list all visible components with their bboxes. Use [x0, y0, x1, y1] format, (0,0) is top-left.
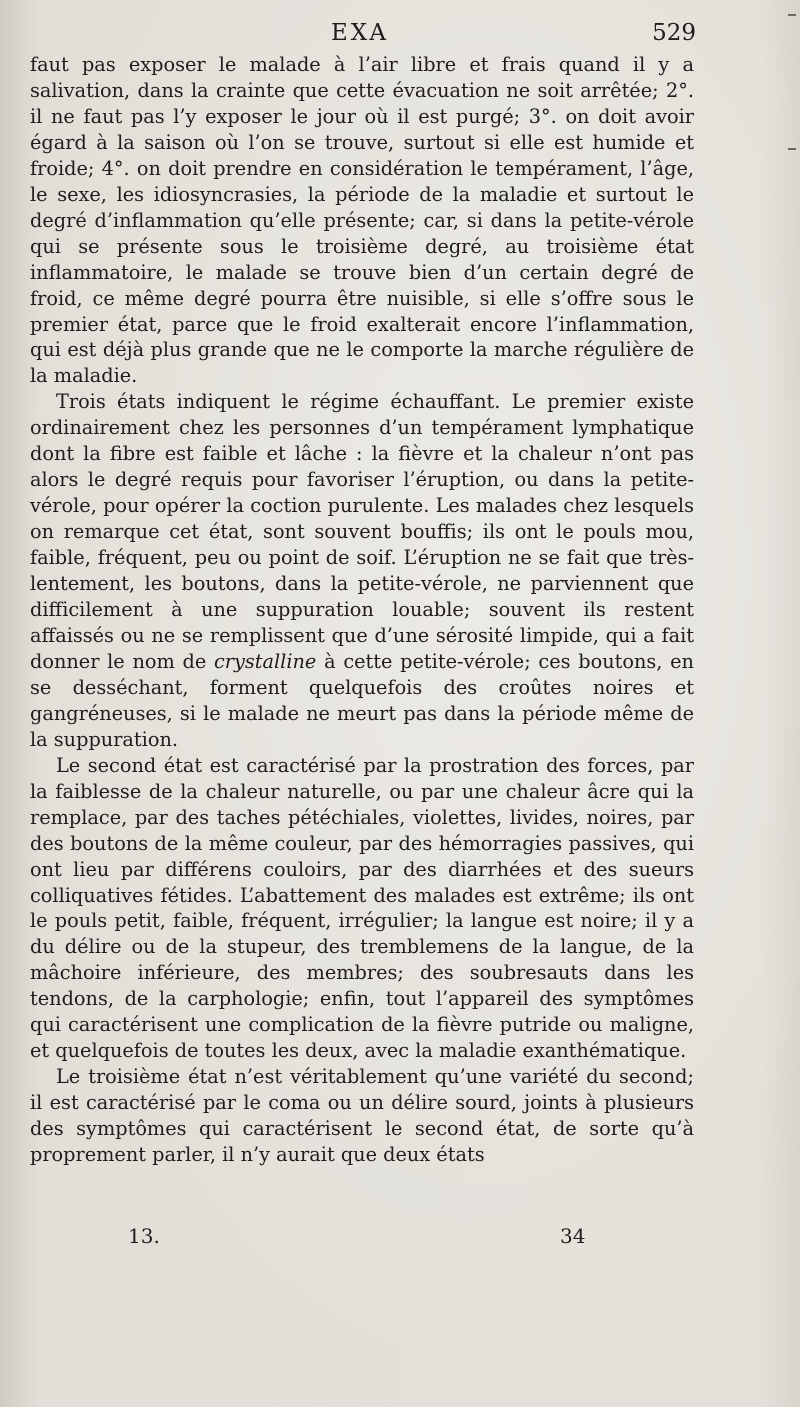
signature-mark: 13.: [128, 1224, 160, 1248]
running-head: [0, 18, 800, 52]
text-body: [30, 52, 694, 1168]
paragraph-2: [30, 389, 694, 752]
paragraph-3: Le second état est caractérisé par la prostration des forces, par la faiblesse de la chaleur naturelle, ou par une chaleur âcre qui la remplace, par des taches pétéchiales, violettes, livides, noires, par des boutons de la même couleur, par des hémorragies passives, qui ont lieu par différens couloirs, par des diarrhées et des sueurs colliquatives fétides. L’abattement des malades est extrême; ils ont le pouls petit, faible, fréquent, irrégulier; la langue est noire; il y a du délire ou de la stupeur, des tremblemens de la langue, de la mâchoire inférieure, des membres; des soubresauts dans les tendons, de la carphologie; enfin, tout l’appareil des symptômes qui caractérisent une complication de la fièvre putride ou maligne, et quelquefois de toutes les deux, avec la maladie exanthématique.: [30, 753, 694, 1063]
page-number: 529: [652, 20, 696, 46]
paragraph-4: Le troisième état n’est véritablement qu’une variété du second; il est caractérisé par le coma ou un délire sourd, joints à plusieurs des symptômes qui caractérisent le second état, de sorte qu’à proprement parler, il n’y aurait que deux états: [30, 1065, 694, 1167]
gathering-number: 34: [560, 1224, 586, 1248]
edge-mark: [788, 14, 796, 16]
page-footer: [0, 1224, 800, 1254]
edge-mark: [788, 148, 796, 150]
running-title: EXA: [331, 20, 389, 46]
paragraph-1: faut pas exposer le malade à l’air libre et frais quand il y a salivation, dans la crainte que cette évacuation ne soit arrêtée; 2°. il ne faut pas l’y exposer le jour où il est purgé; 3°. on doit avoir égard à la saison où l’on se trouve, surtout si elle est humide et froide; 4°. on doit prendre en considération le tempérament, l’âge, le sexe, les idiosyncrasies, la période de la maladie et surtout le degré d’inflammation qu’elle présente; car, si dans la petite-vérole qui se présente sous le troisième degré, au troisième état inflammatoire, le malade se trouve bien d’un certain degré de froid, ce même degré pourra être nuisible, si elle s’offre sous le premier état, parce que le froid exalterait encore l’inflammation, qui est déjà plus grande que ne le comporte la marche régulière de la maladie.: [30, 53, 694, 388]
paragraph-2-italic-term: crystalline: [213, 649, 317, 673]
paragraph-2-text-b: à cette petite-vérole; ces boutons, en se desséchant, forment quelquefois des croûtes noires et gangréneuses, si le malade ne meurt pas dans la période même de la suppuration.: [30, 649, 694, 751]
paragraph-2-text-a: Trois états indiquent le régime échauffant. Le premier existe ordinairement chez les personnes d’un tempérament lymphatique dont la fibre est faible et lâche : la fièvre et la chaleur n’ont pas alors le degré requis pour favoriser l’éruption, ou dans la petite-vérole, pour opérer la coction purulente. Les malades chez lesquels on remarque cet état, sont souvent bouffis; ils ont le pouls mou, faible, fréquent, peu ou point de soif. L’éruption ne se fait que très-lentement, les boutons, dans la petite-vérole, ne parviennent que difficilement à une suppuration louable; souvent ils restent affaissés ou ne se remplissent que d’une sérosité limpide, qui a fait donner le nom de: [30, 390, 694, 673]
